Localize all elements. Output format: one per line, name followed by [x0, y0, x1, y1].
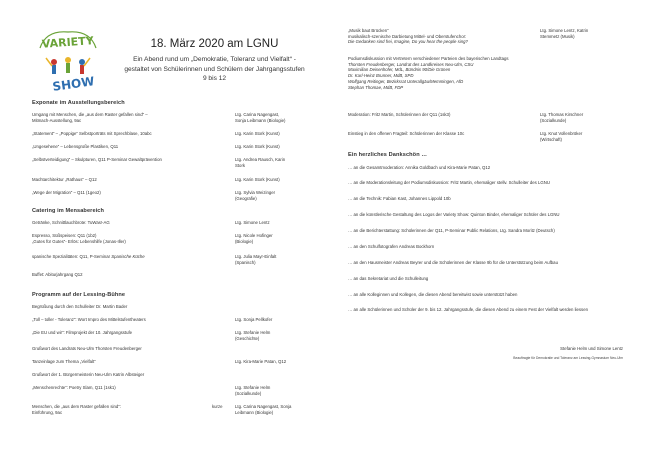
item-text-italic: Die Gedanken sind frei, Imagine, Do you hear the people sing?: [348, 39, 468, 45]
item-text: „Musik baut Brücken“: [348, 28, 389, 33]
item-leader: Ltg. Thomas Kirschner: [540, 112, 584, 117]
item-text: Getränke, Schnittlauchbrote: TuWas!-AG: [32, 220, 110, 225]
item-text: „Toll – toller - Toleranz“: Wort Impro des Mittelstufentheaters: [32, 317, 146, 322]
item-text: Espresso, Süßspeisen: Q11 (1b2): [32, 233, 97, 238]
podium-intro: Podiumsdiskussion mit Vertretern verschiedener Parteien des bayerischen Landtags: [348, 56, 509, 61]
item-text: Einführung, 9ac: [32, 409, 63, 415]
item-leader: (Sozialkunde): [540, 117, 567, 123]
item-leader: Ltg. Nicole Hofinger: [235, 233, 273, 238]
item-leader: Stork: [235, 162, 246, 168]
thanks-item: … an die künstlerische Gestaltung des Logos der Variety Show: Quinton Binder, ehemaliger Schüler des LGNU: [348, 212, 560, 217]
thanks-item: … an die Gesamtmoderation: Annika Goldbach und Kira-Marie Patan, Q12: [348, 165, 491, 170]
item-leader: Ltg. Andrea Rausch, Karin: [235, 157, 286, 162]
item-leader: Ltg. Simone Lentz: [235, 220, 270, 225]
item-leader: Ltg. Kira-Marie Patan, Q12: [235, 359, 287, 364]
item-text: „Statement“ – „Poppige“ Selbstporträts mit Sprechblase, 10abc: [32, 131, 152, 136]
item-leader: Ltg. Karin Stork (Kunst): [235, 131, 280, 136]
item-leader: (Spanisch): [235, 259, 256, 265]
item-text: „Ungesehene“ – Lebensgroße Plastiken, Q11: [32, 144, 119, 149]
item-leader: Ltg. Stefanie Helm: [235, 330, 271, 335]
thanks-item: … an den Hausmeister Andreas Beyrer und die Schülerinnen der Klasse 9b für die Unterstützung beim Aufbau: [348, 260, 558, 265]
item-text: „Wege der Migration“ – Q11 (1geo2): [32, 190, 101, 195]
item-leader: Stemmetz (Musik): [540, 33, 575, 39]
logo-line1: VARIETY: [41, 34, 95, 51]
programm-heading: Programm auf der Lessing-Bühne: [32, 292, 126, 298]
item-leader: Ltg. Sonja Pellkofer: [235, 317, 273, 322]
podium-member: Thorsten Freudenberger, Landrat des Landkreises Neu-Ulm, CSU: [348, 61, 474, 67]
thanks-item: … an das Sekretariat und die Schulleitung: [348, 276, 429, 281]
thanks-item: … an die Berichterstattung: Schülerinnen der Q11, P-Seminar Public Relations, Ltg. Sandra Moritz (Deutsch): [348, 228, 555, 233]
item-leader: (Wirtschaft): [540, 136, 562, 142]
signature: Stefanie Helm und Simone Lentz: [560, 346, 623, 351]
thanks-item: … an alle Kolleginnen und Kollegen, die diesen Abend bereitwist sowie unterstützt haben: [348, 292, 518, 297]
item-leader: (Sozialkunde): [235, 390, 262, 396]
thanks-heading: Ein herzliches Dankschön …: [348, 152, 428, 158]
item-leader: Leibmann (Biologie): [235, 409, 274, 415]
item-text: Einstieg in den offenen Fragteil: Schülerinnen der Klasse 10c: [348, 131, 465, 136]
podium-member: Maximilian Deisenhofer, MdL, Bündnis 90/Die Grünen: [348, 67, 451, 73]
variety-show-logo-icon: [32, 28, 104, 94]
item-text: Moderation: Fritz Martin, Schülerinnen der Q11 (1sk3): [348, 112, 451, 117]
logo-line2: SHOW: [51, 74, 96, 94]
podium-member: Stephan Thomae, MdB, FDP: [348, 84, 404, 90]
page-subtitle: [112, 55, 317, 84]
item-leader: Ltg. Sylvia Weizinger: [235, 190, 276, 195]
item-text: Begrüßung durch den Schulleiter Dr. Martin Bader: [32, 304, 128, 309]
item-text: Grußwort der 1. Bürgermeisterin Neu-Ulm Katrin Albsteiger: [32, 372, 145, 377]
thanks-item: … an die Moderationsleitung der Podiumsdiskussion: Fritz Martin, ehemaliger stellv. Schulleiter des LGNU: [348, 180, 550, 185]
item-text: „Die EU und wir“: Filmprojekt der 10. Jahrgangsstufe: [32, 330, 133, 335]
item-text: Machtarchitektur „Rathaus“ – Q12: [32, 177, 97, 182]
podium-member: Dr. Karl-Heinz Brunner, MdB, SPD: [348, 73, 414, 79]
item-text: „Menschenrechte“: Poetry Slam, Q11 (1sk1): [32, 385, 116, 390]
item-leader: Ltg. Carina Nagengast,: [235, 112, 280, 117]
page-title: 18. März 2020 am LGNU: [150, 38, 279, 50]
item-leader: Sonja Leibmann (Biologie): [235, 117, 286, 123]
subtitle-line: 9 bis 12: [202, 75, 227, 83]
item-leader: Ltg. Simone Lentz, Katrin: [540, 28, 589, 33]
item-leader: Ltg. Karin Stork (Kunst): [235, 177, 280, 182]
right-column: [348, 28, 623, 448]
item-text: Grußwort des Landrats Neu-Ulm Thorsten Freudenberger: [32, 346, 142, 351]
item-leader: Ltg. Karin Stork (Kunst): [235, 144, 280, 149]
catering-heading: Catering im Mensabereich: [32, 208, 105, 214]
exponate-heading: Exponate im Ausstellungsbereich: [32, 100, 125, 106]
item-text: „Selbstverteidigung“ – Skulpturen, Q11 P-Seminar Gewaltprävention: [32, 157, 162, 162]
item-text: Umgang mit Menschen, die „aus dem Raster gefallen sind“ –: [32, 112, 148, 117]
item-text: Menschen, die „aus dem Raster gefallen sind“:: [32, 404, 121, 409]
subtitle-line: Ein Abend rund um „Demokratie, Toleranz und Vielfalt“ -: [133, 56, 296, 63]
footnote: Beauftragte für Demokratie und Toleranz am Lessing-Gymnasium Neu-Ulm: [513, 356, 623, 360]
item-text: musikalisch-szenische Darbietung Mittel- und Oberstufenchor:: [348, 33, 467, 39]
item-text: Buffet: Abiturjahrgang Q12: [32, 272, 83, 277]
variety-show-logo: [32, 28, 104, 94]
item-text: Tanzeinlage zum Thema „Vielfalt“: [32, 359, 96, 364]
thanks-item: … an die Technik: Fabian Kast, Johannes Lippold 10b: [348, 196, 451, 201]
left-column: [32, 28, 317, 448]
podium-member: Wolfgang Reitinger, Bezirksrat Unterallgäu/Memmingen, AfD: [348, 78, 464, 84]
item-note: kurze: [212, 404, 223, 409]
thanks-item: … an den Schulfotografen Andreas Bockhorn: [348, 244, 435, 249]
item-leader: Ltg. Stefanie Helm: [235, 385, 271, 390]
subtitle-line: gestaltet von Schülerinnen und Schülern der Jahrgangsstufen: [124, 65, 305, 73]
item-text: Mitmach-Ausstellung, 9ac: [32, 117, 82, 123]
item-leader: (Geografie): [235, 195, 257, 201]
item-leader: Ltg. Knut Vollenbröker: [540, 131, 583, 136]
item-leader: Ltg. Julia Mayr-Einfalt: [235, 254, 277, 259]
item-text: „Gutes für Gutes“- Erlös: Lebenshilfe (Jonas-Iller): [32, 238, 126, 244]
item-leader: Ltg. Carina Nagengast, Sonja: [235, 404, 292, 409]
item-leader: (Geschichte): [235, 335, 260, 341]
thanks-item: … an alle Schülerinnen und Schüler der 9. bis 12. Jahrgangsstufe, die diesen Abend zu einem Fest der Vielfalt werden liessen: [348, 307, 588, 312]
item-text-italic: Spanische Küche: [111, 254, 145, 259]
item-text: spanische Spezialitäten: Q11, P-Seminar: [32, 254, 112, 259]
item-leader: (Biologie): [235, 238, 254, 244]
